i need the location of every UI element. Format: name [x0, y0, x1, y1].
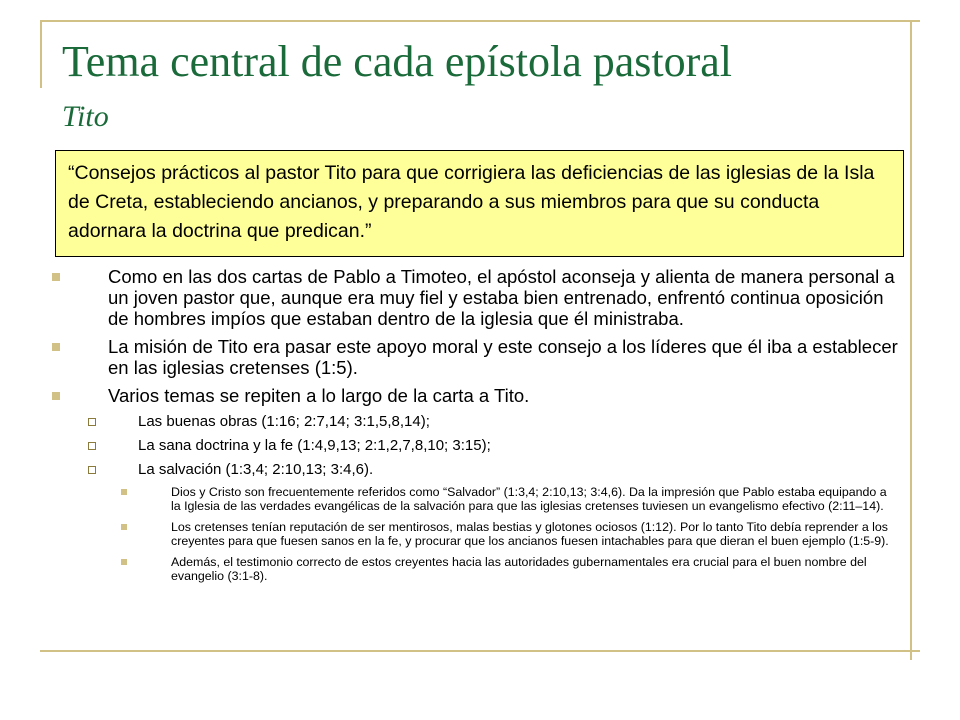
square-bullet-icon [52, 343, 60, 351]
slide-subtitle: Tito [62, 100, 109, 133]
hollow-square-bullet-icon [88, 442, 96, 450]
sub-bullet-item [48, 461, 898, 479]
sub-bullet-item [48, 437, 898, 455]
sub-sub-bullet-item [48, 520, 898, 548]
hollow-square-bullet-icon [88, 418, 96, 426]
bullet-item [48, 385, 898, 406]
square-bullet-icon [121, 489, 127, 495]
bottom-rule [40, 650, 920, 652]
sub-bullet-text: La sana doctrina y la fe (1:4,9,13; 2:1,2,7,8,10; 3:15); [138, 437, 491, 454]
hollow-square-bullet-icon [88, 466, 96, 474]
square-bullet-icon [121, 559, 127, 565]
sub-bullet-item [48, 413, 898, 431]
square-bullet-icon [121, 524, 127, 530]
bullet-text: La misión de Tito era pasar este apoyo moral y este consejo a los líderes que él iba a establecer en las iglesias cretenses (1:5). [108, 336, 898, 378]
sub-sub-bullet-text: Dios y Cristo son frecuentemente referidos como “Salvador” (1:3,4; 2:10,13; 3:4,6). Da la impresión que Pablo estaba equipando a la Iglesia de las verdades evangélicas de la salvación para que las iglesias cretenses tuviesen un evangelismo efectivo (2:11–14). [171, 485, 887, 513]
square-bullet-icon [52, 273, 60, 281]
square-bullet-icon [52, 392, 60, 400]
sub-sub-bullet-item [48, 485, 898, 513]
slide-title: Tema central de cada epístola pastoral [62, 37, 733, 86]
bullet-item [48, 336, 898, 378]
right-rule [910, 20, 912, 660]
bullet-text: Varios temas se repiten a lo largo de la carta a Tito. [108, 385, 530, 406]
bullet-item [48, 266, 898, 329]
bullet-list [48, 266, 898, 590]
sub-bullet-text: Las buenas obras (1:16; 2:7,14; 3:1,5,8,14); [138, 413, 430, 430]
bullet-text: Como en las dos cartas de Pablo a Timoteo, el apóstol aconseja y alienta de manera personal a un joven pastor que, aunque era muy fiel y estaba bien entrenado, enfrentó continua oposición de hombres impíos que estaban dentro de la iglesia que él ministraba. [108, 266, 895, 329]
sub-bullet-text: La salvación (1:3,4; 2:10,13; 3:4,6). [138, 461, 374, 478]
sub-sub-bullet-text: Los cretenses tenían reputación de ser mentirosos, malas bestias y glotones ociosos (1:12). Por lo tanto Tito debía reprender a los creyentes para que fuesen sanos en la fe, y procurar que los ancianos fuesen intachables para que dieran el buen ejemplo (1:5-9). [171, 520, 889, 548]
top-rule [40, 20, 920, 22]
sub-sub-bullet-item [48, 555, 898, 583]
left-rule [40, 20, 42, 88]
sub-sub-bullet-text: Además, el testimonio correcto de estos creyentes hacia las autoridades gubernamentales era crucial para el buen nombre del evangelio (3:1-8). [171, 555, 867, 583]
quote-box: “Consejos prácticos al pastor Tito para que corrigiera las deficiencias de las iglesias de la Isla de Creta, estableciendo ancianos, y preparando a sus miembros para que su conducta adornara la doctrina que predican.” [55, 150, 904, 257]
